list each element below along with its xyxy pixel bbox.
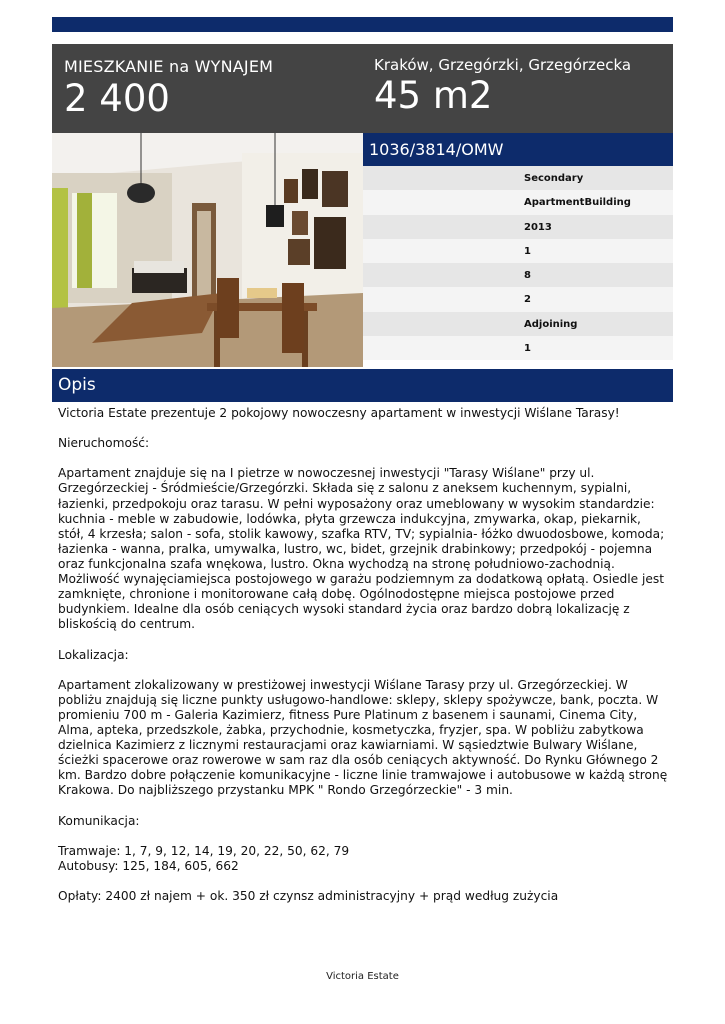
footer-company-name: Victoria Estate — [326, 971, 399, 982]
description-line: Autobusy: 125, 184, 605, 662 — [58, 858, 239, 873]
description-paragraph: Apartament zlokalizowany w prestiżowej inwestycji Wiślane Tarasy przy ul. Grzegórzeckiej. W pobliżu znajdują się liczne punkty usługowo-handlowe: sklepy, sklepy spożywcze, bank, poczta. W promieniu 700 m - Galeria Kazimierz, fitness Pure Platinum z basenem i saunami, Cinema City, Alma, apteka, przedszkole, żabka, przychodnie, kosmetyczka, fryzjer, spa. W pobliżu zabytkowa dzielnica Kazimierz z licznymi restauracjami oraz kawiarniami. W sąsiedztwie Bulwary Wiślane, ścieżki spacerowe oraz rowerowe w sam raz dla osób ceniących aktywność. Do Rynku Głównego 2 km. Bardzo dobre połączenie komunikacyjne - liczne linie tramwajowe i autobusowe w każdą stronę Krakowa. Do najbliższego przystanku MPK " Rondo Grzegórzeckie" - 3 min. — [58, 677, 668, 798]
details-value: Secondary — [524, 173, 584, 184]
description-paragraph: Apartament znajduje się na I pietrze w nowoczesnej inwestycji "Tarasy Wiślane" przy ul. Grzegórzeckiej - Śródmieście/Grzegórzki. Składa się z salonu z aneksem kuchennym, sypialni, łazienki, przedpokoju oraz tarasu. W pełni wyposażony oraz umeblowany w wysokim standardzie: kuchnia - meble w zabudowie, lodówka, płyta grzewcza indukcyjna, zmywarka, okap, piekarnik, stół, 4 krzesła; salon - sofa, stolik kawowy, szafka RTV, TV; sypialnia- łóżko dwuodosbowe, komoda; łazienka - wanna, pralka, umywalka, lustro, wc, bidet, grzejnik drabinkowy; przedpokój - pojemna oraz funkcjonalna szafa wnękowa, lustro. Okna wychodzą na stronę południowo-zachodnią. Możliwość wynajęciamiejsca postojowego w garażu podziemnym za dodatkową opłatą. Osiedle jest zamknięte, chronione i monitorowane całą dobę. Ogólnodostępne miejsca postojowe przed budynkiem. Idealne dla osób ceniących wysoki standard życia oraz bardzo dobrą lokalizację z bliskością do centrum. — [58, 466, 665, 632]
details-row — [363, 287, 673, 311]
section-title: Opis — [58, 375, 96, 395]
details-row — [363, 312, 673, 336]
details-row — [363, 336, 673, 360]
details-row — [363, 190, 673, 214]
details-row — [363, 239, 673, 263]
details-row — [363, 263, 673, 287]
listing-price: 2 400 — [64, 77, 170, 120]
description-section-header — [52, 369, 673, 402]
details-value: 2013 — [524, 221, 552, 233]
details-value: ApartmentBuilding — [524, 197, 631, 209]
top-accent-bar — [52, 17, 673, 32]
details-value: Adjoining — [524, 318, 578, 330]
listing-area: 45 m2 — [374, 74, 493, 117]
details-table — [363, 166, 673, 360]
listing-header — [52, 44, 673, 133]
details-value: 2 — [524, 294, 531, 306]
description-paragraph: Victoria Estate prezentuje 2 pokojowy nowoczesny apartament w inwestycji Wiślane Tarasy! — [58, 406, 620, 420]
details-row — [363, 215, 673, 239]
details-value: 8 — [524, 270, 531, 282]
description-line: Opłaty: 2400 zł najem + ok. 350 zł czynsz administracyjny + prąd według zużycia — [58, 889, 559, 903]
description-heading: Nieruchomość: — [58, 436, 150, 451]
listing-type: MIESZKANIE na WYNAJEM — [64, 57, 274, 76]
description-heading: Lokalizacja: — [58, 647, 129, 662]
listing-location: Kraków, Grzegórzki, Grzegórzecka — [374, 56, 632, 74]
description-heading: Komunikacja: — [58, 813, 140, 828]
reference-number: 1036/3814/OMW — [369, 140, 504, 159]
description-line: Tramwaje: 1, 7, 9, 12, 14, 19, 20, 22, 50, 62, 79 — [58, 843, 350, 858]
apartment-photo — [52, 133, 363, 367]
details-value: 1 — [524, 343, 531, 355]
details-value: 1 — [524, 245, 531, 257]
description-body — [58, 406, 670, 904]
details-row — [363, 166, 673, 190]
reference-number-bar — [363, 133, 673, 166]
